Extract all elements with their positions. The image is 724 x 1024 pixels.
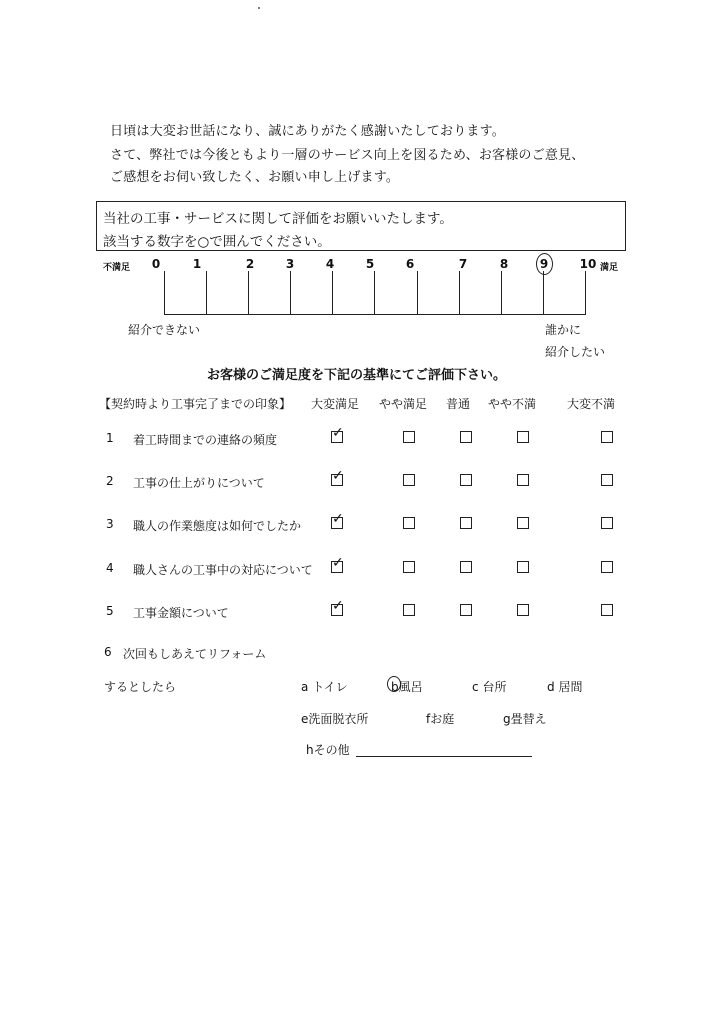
option-key: e (301, 712, 309, 726)
scale-tick (332, 271, 333, 315)
option-e[interactable] (301, 710, 368, 727)
option-a[interactable] (301, 678, 348, 695)
option-label: 居間 (558, 680, 583, 694)
scale-high-caption-2: 紹介したい (545, 345, 606, 359)
checkbox-somewhat-dissatisfied[interactable] (517, 474, 529, 486)
other-answer-line[interactable] (356, 756, 532, 757)
scale-left-label: 不満足 (103, 263, 131, 273)
checkbox-somewhat-satisfied[interactable] (403, 604, 415, 616)
scale-tick (543, 271, 544, 315)
scale-number[interactable]: 2 (245, 257, 255, 271)
question-text: 工事の仕上がりについて (133, 476, 265, 490)
selected-option-circle (387, 676, 401, 692)
section-label: 【契約時より工事完了までの印象】 (99, 397, 292, 411)
checkbox-somewhat-satisfied[interactable] (403, 561, 415, 573)
scale-tick (501, 271, 502, 315)
selected-circle-mark (536, 253, 553, 275)
reform-question-line-1: 次回もしあえてリフォーム (123, 647, 267, 661)
option-key: c (472, 680, 479, 694)
scale-number[interactable]: 4 (325, 257, 335, 271)
scale-number[interactable]: 6 (405, 257, 415, 271)
scale-tick (374, 271, 375, 315)
question-number: 6 (104, 645, 112, 659)
question-number: 3 (106, 517, 114, 531)
scale-tick (206, 271, 207, 315)
option-key: d (547, 680, 555, 694)
scale-number[interactable]: 5 (365, 257, 375, 271)
option-key: f (426, 712, 431, 726)
column-header: 大変満足 (311, 397, 360, 411)
rating-instruction-line-2: 該当する数字を○で囲んでください。 (103, 234, 331, 250)
option-label: 風呂 (398, 680, 423, 694)
checkbox-somewhat-satisfied[interactable] (403, 431, 415, 443)
intro-line-3: ご感想をお伺い致したく、お願い申し上げます。 (110, 170, 400, 185)
rating-instruction-box (96, 201, 626, 251)
question-text: 工事金額について (133, 606, 229, 620)
scale-low-caption: 紹介できない (128, 323, 201, 337)
scale-number[interactable]: 1 (192, 257, 202, 271)
column-header: 大変不満 (567, 397, 616, 411)
scale-tick (417, 271, 418, 315)
checkbox-very-satisfied-checked[interactable] (331, 474, 343, 486)
checkbox-very-satisfied-checked[interactable] (331, 604, 343, 616)
column-header: やや不満 (488, 397, 537, 411)
checkbox-very-dissatisfied[interactable] (601, 474, 613, 486)
checkbox-very-dissatisfied[interactable] (601, 604, 613, 616)
option-label: 台所 (482, 680, 507, 694)
question-text: 職人さんの工事中の対応について (133, 563, 313, 577)
checkbox-somewhat-satisfied[interactable] (403, 474, 415, 486)
scale-high-caption-1: 誰かに (545, 323, 582, 337)
option-g[interactable] (503, 710, 547, 727)
question-text: 職人の作業態度は如何でしたか (133, 519, 302, 533)
scale-number[interactable]: 3 (285, 257, 295, 271)
scale-number[interactable]: 0 (151, 257, 161, 271)
question-text: 着工時間までの連絡の頻度 (133, 433, 278, 447)
option-label: お庭 (430, 712, 455, 726)
checkbox-somewhat-dissatisfied[interactable] (517, 431, 529, 443)
intro-line-2: さて、弊社では今後ともより一層のサービス向上を図るため、お客様のご意見、 (110, 148, 585, 163)
checkbox-somewhat-dissatisfied[interactable] (517, 604, 529, 616)
scale-tick (248, 271, 249, 315)
scale-number[interactable]: 7 (458, 257, 468, 271)
option-label: 洗面脱衣所 (308, 712, 369, 726)
satisfaction-heading: お客様のご満足度を下記の基準にてご評価下さい。 (207, 368, 507, 383)
option-key: b (391, 680, 399, 694)
checkbox-very-satisfied-checked[interactable] (331, 561, 343, 573)
checkbox-very-dissatisfied[interactable] (601, 561, 613, 573)
option-label: トイレ (312, 680, 348, 694)
option-c[interactable] (472, 678, 506, 695)
checkbox-very-satisfied-checked[interactable] (331, 517, 343, 529)
reform-question-line-2: するとしたら (104, 680, 177, 694)
checkbox-neutral[interactable] (460, 431, 472, 443)
option-label: その他 (313, 743, 350, 757)
checkbox-very-satisfied-checked[interactable] (331, 431, 343, 443)
rating-instruction-line-1: 当社の工事・サービスに関して評価をお願いいたします。 (103, 211, 453, 227)
checkbox-neutral[interactable] (460, 517, 472, 529)
checkbox-neutral[interactable] (460, 561, 472, 573)
option-f[interactable] (426, 710, 454, 727)
column-header: やや満足 (379, 397, 428, 411)
scale-tick (459, 271, 460, 315)
scale-baseline (164, 314, 586, 315)
checkbox-very-dissatisfied[interactable] (601, 431, 613, 443)
checkbox-somewhat-dissatisfied[interactable] (517, 517, 529, 529)
checkbox-neutral[interactable] (460, 474, 472, 486)
scale-tick (585, 271, 586, 315)
scale-right-label: 満足 (600, 263, 619, 273)
option-key: h (306, 743, 314, 757)
option-d[interactable] (547, 678, 582, 695)
scale-number[interactable]: 8 (499, 257, 509, 271)
question-number: 2 (106, 474, 114, 488)
scale-tick (290, 271, 291, 315)
scale-number-selected[interactable]: 9 (539, 257, 549, 271)
option-key: g (503, 712, 511, 726)
option-key: a (301, 680, 309, 694)
option-label: 畳替え (510, 712, 547, 726)
checkbox-somewhat-satisfied[interactable] (403, 517, 415, 529)
checkbox-very-dissatisfied[interactable] (601, 517, 613, 529)
checkbox-somewhat-dissatisfied[interactable] (517, 561, 529, 573)
scale-number[interactable]: 10 (579, 257, 597, 271)
intro-line-1: 日頃は大変お世話になり、誠にありがたく感謝いたしております。 (110, 124, 505, 139)
checkbox-neutral[interactable] (460, 604, 472, 616)
scale-tick (164, 271, 165, 315)
question-number: 4 (106, 561, 114, 575)
column-header: 普通 (446, 397, 471, 411)
option-h[interactable] (306, 741, 350, 758)
question-number: 5 (106, 604, 114, 618)
scan-dot (258, 7, 260, 9)
question-number: 1 (106, 431, 114, 445)
